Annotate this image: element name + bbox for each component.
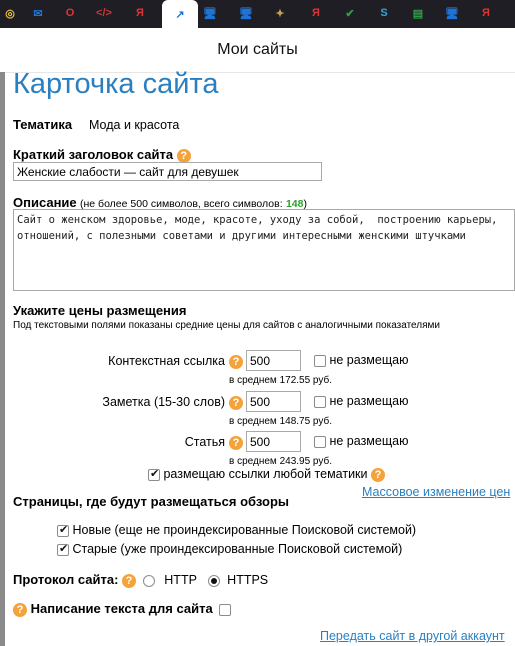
- description-hint: (не более 500 символов, всего символов:: [80, 198, 283, 210]
- protocol-label: Протокол сайта:: [13, 572, 119, 587]
- pages-new-row: [57, 523, 416, 537]
- yandex-icon[interactable]: Я: [136, 7, 144, 19]
- no-place-row: [314, 394, 408, 408]
- short-title-input[interactable]: [13, 162, 322, 181]
- help-icon[interactable]: ?: [229, 436, 243, 450]
- topic-value: Мода и красота: [89, 118, 180, 132]
- no-place-label: не размещаю: [329, 434, 409, 448]
- opera-icon[interactable]: O: [65, 7, 75, 19]
- help-icon[interactable]: ?: [229, 396, 243, 410]
- help-icon[interactable]: ?: [229, 355, 243, 369]
- no-place-label: не размещаю: [329, 353, 409, 367]
- price-label: Заметка (15-30 слов): [102, 395, 225, 409]
- page-title: Карточка сайта: [13, 68, 219, 100]
- description-count: 148: [285, 198, 304, 210]
- no-place-checkbox[interactable]: [314, 396, 326, 408]
- star-icon[interactable]: ✦: [275, 7, 285, 20]
- avg-price: в среднем 148.75 руб.: [229, 416, 332, 427]
- https-radio[interactable]: [208, 575, 220, 587]
- writing-checkbox[interactable]: [219, 604, 231, 616]
- pages-old-checkbox[interactable]: [57, 544, 69, 556]
- pages-old-label: Старые (уже проиндексированные Поисковой системой): [72, 542, 403, 556]
- help-icon[interactable]: ?: [371, 468, 385, 482]
- short-title-label: [13, 147, 191, 163]
- pages-old-row: [57, 542, 402, 556]
- https-label: HTTPS: [227, 573, 269, 587]
- no-place-label: не размещаю: [329, 394, 409, 408]
- help-icon[interactable]: ?: [177, 149, 191, 163]
- description-textarea[interactable]: Сайт о женском здоровье, моде, красоте, уходу за собой, построению карьеры, отношений, с полезными советами и другими интересными женскими штучками: [13, 209, 515, 291]
- pages-new-checkbox[interactable]: [57, 525, 69, 537]
- short-title-label-text: Краткий заголовок сайта: [13, 147, 174, 162]
- no-place-checkbox[interactable]: [314, 436, 326, 448]
- topic-label: Тематика: [13, 117, 73, 132]
- price-label: Статья: [184, 435, 225, 449]
- prices-subheading: Под текстовыми полями показаны средние цены для сайтов с аналогичными показателями: [13, 320, 440, 331]
- price-input[interactable]: [246, 350, 301, 371]
- description-label: Описание: [13, 195, 77, 210]
- mass-change-link[interactable]: Массовое изменение цен: [362, 485, 511, 499]
- no-place-row: [314, 353, 408, 367]
- any-topic-label: размещаю ссылки любой тематики: [163, 467, 368, 481]
- http-radio[interactable]: [143, 575, 155, 587]
- code-icon[interactable]: </>: [96, 7, 112, 19]
- any-topic-row: [148, 467, 385, 482]
- chart-icon[interactable]: ↗: [162, 0, 198, 28]
- email-icon[interactable]: ▤: [412, 7, 424, 20]
- price-label: Контекстная ссылка: [108, 354, 225, 368]
- yandex-icon[interactable]: Я: [482, 7, 490, 19]
- avg-price: в среднем 243.95 руб.: [229, 456, 332, 467]
- monitor-icon[interactable]: 🖥: [239, 7, 253, 20]
- monitor-icon[interactable]: 🖥: [445, 7, 459, 20]
- s-icon[interactable]: S: [380, 7, 388, 19]
- description-label-row: [13, 195, 307, 210]
- help-icon[interactable]: ?: [122, 574, 136, 588]
- pages-heading: Страницы, где будут размещаться обзоры: [13, 494, 290, 509]
- description-hint-end: ): [303, 198, 307, 210]
- transfer-site-link[interactable]: Передать сайт в другой аккаунт: [320, 629, 505, 643]
- price-input[interactable]: [246, 431, 301, 452]
- price-input[interactable]: [246, 391, 301, 412]
- mail-icon[interactable]: ✉: [33, 7, 43, 20]
- yandex-icon[interactable]: Я: [312, 7, 320, 19]
- monitor-icon[interactable]: 🖥: [203, 7, 217, 20]
- http-label: HTTP: [164, 573, 197, 587]
- target-icon[interactable]: ◎: [5, 7, 15, 20]
- window-titlebar: [0, 28, 515, 73]
- avg-price: в среднем 172.55 руб.: [229, 375, 332, 386]
- left-edge-bar: [0, 72, 5, 646]
- window-title: Мои сайты: [217, 41, 298, 58]
- writing-label: Написание текста для сайта: [30, 601, 213, 616]
- no-place-checkbox[interactable]: [314, 355, 326, 367]
- browser-tab-bar: [0, 0, 515, 28]
- no-place-row: [314, 434, 408, 448]
- protocol-row: [13, 572, 268, 588]
- help-icon[interactable]: ?: [13, 603, 27, 617]
- pages-new-label: Новые (еще не проиндексированные Поисковой системой): [72, 523, 417, 537]
- writing-row: [13, 601, 231, 617]
- any-topic-checkbox[interactable]: [148, 469, 160, 481]
- check-icon[interactable]: ✔: [345, 7, 355, 20]
- prices-heading: Укажите цены размещения: [13, 303, 187, 318]
